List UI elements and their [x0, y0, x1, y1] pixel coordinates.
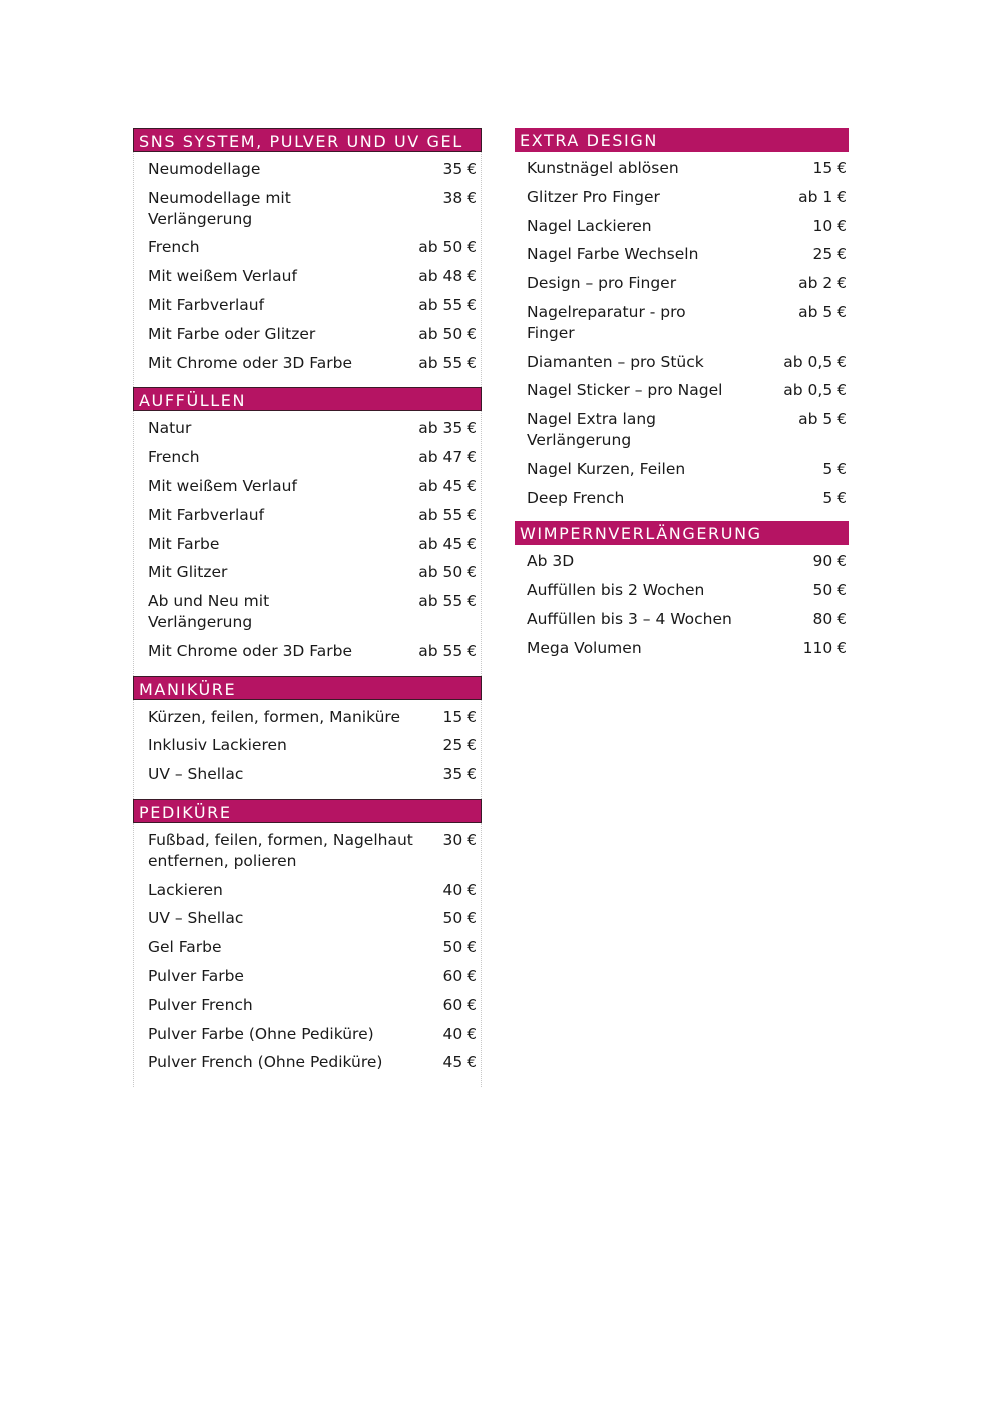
service-name: Neumodellage mit Verlängerung [148, 188, 291, 228]
service-price: 50 € [442, 938, 477, 957]
service-price: ab 55 € [418, 295, 477, 314]
price-row [134, 1024, 481, 1053]
price-row [134, 476, 481, 505]
price-row [515, 638, 849, 667]
service-price: 45 € [442, 1053, 477, 1072]
price-row [515, 352, 849, 381]
right-price-column [515, 128, 849, 672]
price-list [515, 545, 849, 671]
price-row [134, 353, 481, 382]
service-price: 25 € [442, 736, 477, 755]
service-price: ab 0,5 € [783, 381, 847, 400]
price-list [133, 152, 482, 387]
service-name: Natur [148, 419, 192, 438]
left-price-column [133, 128, 482, 1087]
service-name: Mit Chrome oder 3D Farbe [148, 641, 353, 660]
service-name: French [148, 448, 200, 467]
service-price: ab 45 € [418, 534, 477, 553]
price-row [134, 1052, 481, 1081]
service-name: Deep French [527, 488, 625, 507]
service-price: ab 50 € [418, 563, 477, 582]
price-row [134, 447, 481, 476]
service-price: 80 € [812, 609, 847, 628]
service-name: Mit Farbverlauf [148, 295, 265, 314]
price-row [515, 302, 849, 352]
service-name: UV – Shellac [148, 909, 244, 928]
price-row [134, 266, 481, 295]
service-name: Nagel Lackieren [527, 216, 652, 235]
service-name: French [148, 238, 200, 257]
section-title: EXTRA DESIGN [515, 128, 849, 152]
service-price: ab 1 € [798, 187, 847, 206]
service-price: ab 50 € [418, 324, 477, 343]
price-row [134, 764, 481, 793]
service-price: ab 55 € [418, 505, 477, 524]
price-row [134, 707, 481, 736]
price-row [134, 880, 481, 909]
price-list [133, 411, 482, 675]
service-price: ab 45 € [418, 476, 477, 495]
service-price: 50 € [442, 909, 477, 928]
service-price: 40 € [442, 1024, 477, 1043]
price-row [515, 459, 849, 488]
price-row [134, 295, 481, 324]
service-price: 90 € [812, 552, 847, 571]
section-auffuellen [133, 387, 482, 675]
service-price: 50 € [812, 581, 847, 600]
price-row [134, 188, 481, 238]
service-name: Mit weißem Verlauf [148, 476, 297, 495]
service-name: Mit weißem Verlauf [148, 267, 297, 286]
service-name: Glitzer Pro Finger [527, 187, 660, 206]
price-row [134, 591, 481, 641]
service-price: 5 € [822, 459, 847, 478]
price-row [134, 159, 481, 188]
service-price: 60 € [442, 966, 477, 985]
service-price: ab 5 € [798, 302, 847, 321]
service-name: Nagel Farbe Wechseln [527, 245, 699, 264]
section-wimpernverlaengerung [515, 521, 849, 671]
service-price: 35 € [442, 160, 477, 178]
service-name: Nagel Extra lang Verlängerung [527, 410, 657, 449]
service-price: 60 € [442, 995, 477, 1014]
price-row [515, 488, 849, 517]
price-list [515, 152, 849, 521]
service-name: Ab 3D [527, 552, 575, 571]
service-name: Pulver Farbe [148, 966, 244, 985]
service-price: 15 € [442, 707, 477, 726]
service-name: Kürzen, feilen, formen, Maniküre [148, 707, 401, 726]
service-price: ab 55 € [418, 641, 477, 660]
service-price: ab 2 € [798, 274, 847, 293]
price-row [134, 534, 481, 563]
service-name: Auffüllen bis 2 Wochen [527, 581, 705, 600]
service-name: Pulver French (Ohne Pediküre) [148, 1053, 383, 1072]
service-name: Inklusiv Lackieren [148, 736, 287, 755]
service-price: 10 € [812, 216, 847, 235]
price-row [515, 273, 849, 302]
service-price: ab 50 € [418, 238, 477, 257]
price-row [515, 216, 849, 245]
section-title: WIMPERNVERLÄNGERUNG [515, 521, 849, 545]
price-row [515, 244, 849, 273]
service-name: Ab und Neu mit Verlängerung [148, 592, 270, 631]
price-row [515, 380, 849, 409]
service-price: ab 47 € [418, 448, 477, 467]
service-price: ab 48 € [418, 267, 477, 286]
section-sns-system [133, 128, 482, 387]
price-row [134, 641, 481, 670]
price-row [134, 937, 481, 966]
price-row [515, 609, 849, 638]
price-row [134, 966, 481, 995]
service-name: Nagelreparatur - pro Finger [527, 302, 686, 342]
service-price: 110 € [802, 638, 847, 657]
price-row [134, 995, 481, 1024]
section-extra-design [515, 128, 849, 521]
service-name: Pulver Farbe (Ohne Pediküre) [148, 1024, 374, 1043]
service-price: 25 € [812, 245, 847, 264]
service-price: ab 55 € [418, 353, 477, 372]
service-name: Mit Farbe oder Glitzer [148, 324, 316, 343]
service-name: Mit Farbe [148, 534, 220, 553]
service-name: Mit Farbverlauf [148, 505, 265, 524]
service-name: Auffüllen bis 3 – 4 Wochen [527, 609, 732, 628]
service-price: 38 € [442, 188, 477, 207]
service-name: Design – pro Finger [527, 274, 677, 293]
section-manikuere [133, 676, 482, 799]
price-row [515, 580, 849, 609]
price-row [134, 562, 481, 591]
service-name: Diamanten – pro Stück [527, 352, 704, 371]
price-row [134, 418, 481, 447]
service-price: 30 € [442, 830, 477, 849]
section-title: SNS SYSTEM, PULVER UND UV GEL [133, 128, 482, 152]
service-price: 5 € [822, 488, 847, 507]
service-name: Gel Farbe [148, 938, 222, 957]
service-price: ab 0,5 € [783, 352, 847, 371]
price-list [133, 700, 482, 799]
price-row [134, 505, 481, 534]
price-row [515, 551, 849, 580]
service-name: UV – Shellac [148, 765, 244, 784]
service-price: ab 35 € [418, 419, 477, 438]
service-price: 15 € [812, 159, 847, 177]
price-row [134, 237, 481, 266]
price-row [515, 409, 849, 459]
price-row [134, 735, 481, 764]
service-name: Nagel Kurzen, Feilen [527, 459, 686, 478]
service-name: Mega Volumen [527, 638, 642, 657]
section-title: MANIKÜRE [133, 676, 482, 700]
section-pedikuere [133, 799, 482, 1087]
service-price: ab 5 € [798, 410, 847, 429]
price-row [134, 324, 481, 353]
service-name: Kunstnägel ablösen [527, 159, 679, 177]
service-name: Neumodellage [148, 160, 261, 178]
section-title: AUFFÜLLEN [133, 387, 482, 411]
service-price: ab 55 € [418, 592, 477, 611]
price-list [133, 823, 482, 1087]
service-name: Pulver French [148, 995, 253, 1014]
service-name: Mit Glitzer [148, 563, 228, 582]
service-name: Fußbad, feilen, formen, Nagelhaut entfernen, polieren [148, 830, 413, 870]
section-title: PEDIKÜRE [133, 799, 482, 823]
price-row [515, 158, 849, 187]
price-row [515, 187, 849, 216]
service-name: Lackieren [148, 880, 223, 899]
service-name: Nagel Sticker – pro Nagel [527, 381, 723, 400]
service-price: 40 € [442, 880, 477, 899]
service-name: Mit Chrome oder 3D Farbe [148, 353, 353, 372]
service-price: 35 € [442, 765, 477, 784]
price-row [134, 830, 481, 880]
price-row [134, 908, 481, 937]
